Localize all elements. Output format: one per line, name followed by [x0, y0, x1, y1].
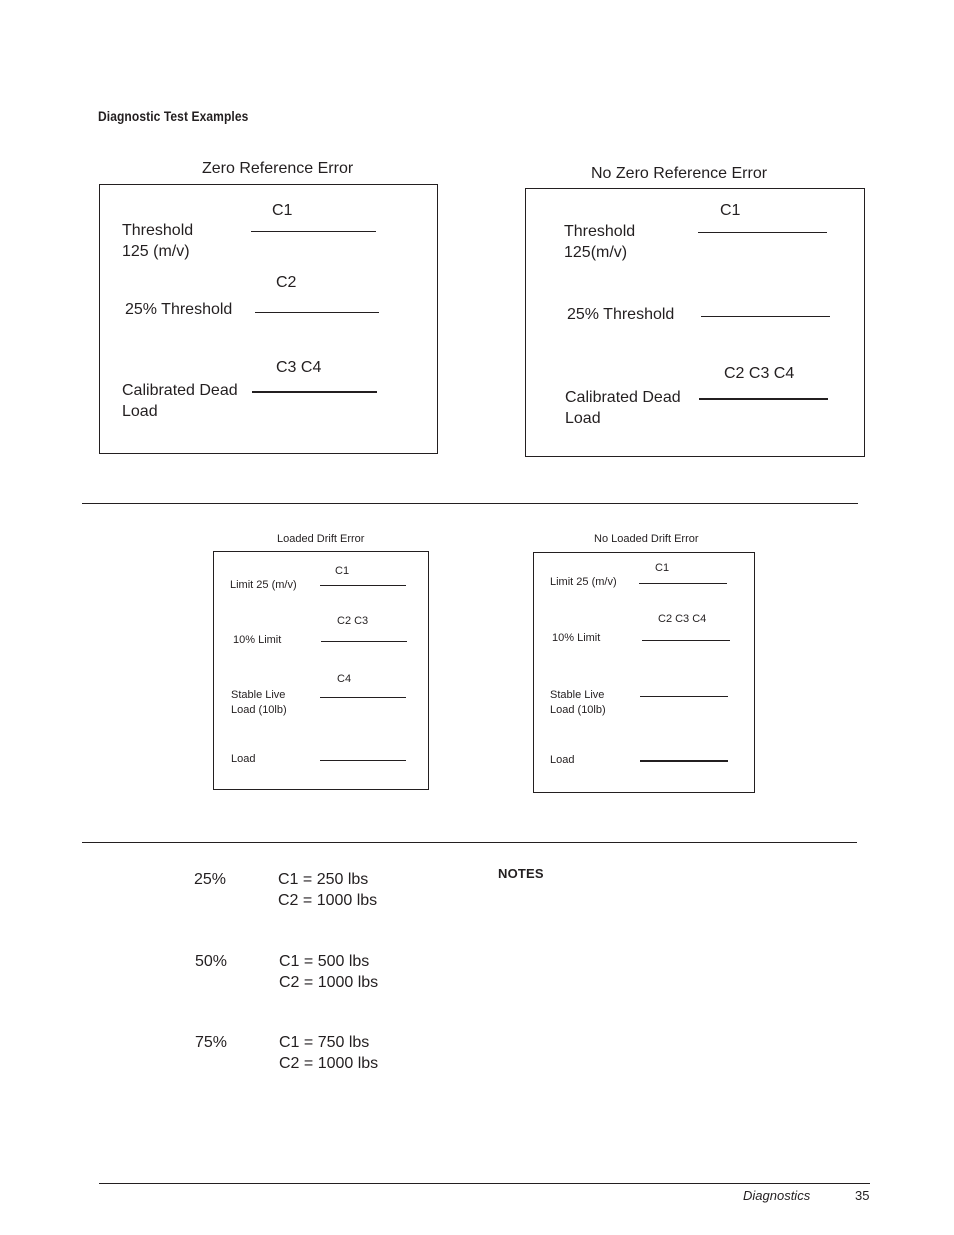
- loaded-drift-limit-line: [320, 585, 406, 586]
- calc-c2: C2 = 1000 lbs: [279, 1055, 379, 1072]
- calc-c2: C2 = 1000 lbs: [278, 892, 378, 909]
- zero-ref-threshold-label: Threshold 125 (m/v): [122, 222, 194, 260]
- zero-ref-cal-line: [252, 391, 377, 393]
- no-loaded-drift-limit-label: Limit 25 (m/v): [550, 576, 617, 588]
- no-loaded-drift-stable-line: [640, 696, 728, 697]
- no-loaded-drift-pct-line: [642, 640, 730, 641]
- no-zero-ref-pct-line: [701, 316, 830, 317]
- no-loaded-drift-load-line: [640, 760, 728, 762]
- loaded-drift-stable-label: Stable Live Load (10lb): [231, 689, 287, 716]
- loaded-drift-stable-line: [320, 697, 406, 698]
- no-zero-ref-threshold-line: [698, 232, 827, 233]
- no-zero-ref-pct-label: 25% Threshold: [567, 306, 675, 323]
- loaded-drift-pct-label: 10% Limit: [233, 634, 282, 646]
- zero-ref-c3c4: C3 C4: [276, 359, 322, 376]
- no-zero-ref-title: No Zero Reference Error: [591, 165, 768, 182]
- loaded-drift-load-label: Load: [231, 753, 256, 765]
- footer-rule: [99, 1183, 870, 1184]
- footer-section-label: Diagnostics: [743, 1188, 811, 1203]
- no-loaded-drift-pct-label: 10% Limit: [552, 632, 601, 644]
- no-zero-ref-threshold-label: Threshold 125(m/v): [564, 223, 636, 261]
- no-zero-ref-c2c3c4: C2 C3 C4: [724, 365, 795, 382]
- calc-percent: 25%: [194, 871, 227, 888]
- loaded-drift-pct-line: [321, 641, 407, 642]
- section-title: Diagnostic Test Examples: [98, 108, 249, 124]
- calc-c1: C1 = 250 lbs: [278, 871, 369, 888]
- loaded-drift-load-line: [320, 760, 406, 761]
- zero-ref-pct-label: 25% Threshold: [125, 301, 233, 318]
- zero-ref-pct-line: [255, 312, 379, 313]
- zero-ref-cal-label: Calibrated Dead Load: [122, 382, 238, 420]
- no-loaded-drift-c2c3c4: C2 C3 C4: [658, 613, 707, 625]
- no-loaded-drift-stable-label: Stable Live Load (10lb): [550, 689, 606, 716]
- no-zero-ref-cal-label: Calibrated Dead Load: [565, 389, 681, 427]
- no-zero-ref-cal-line: [699, 398, 828, 400]
- calc-percent: 50%: [195, 953, 228, 970]
- page-number: 35: [855, 1188, 870, 1203]
- loaded-drift-limit-label: Limit 25 (m/v): [230, 579, 297, 591]
- no-loaded-drift-title: No Loaded Drift Error: [594, 533, 699, 545]
- no-loaded-drift-limit-line: [639, 583, 727, 584]
- loaded-drift-c1: C1: [335, 565, 350, 577]
- zero-ref-title: Zero Reference Error: [202, 160, 354, 177]
- calc-c1: C1 = 750 lbs: [279, 1034, 370, 1051]
- calc-c1: C1 = 500 lbs: [279, 953, 370, 970]
- no-zero-ref-c1: C1: [720, 202, 741, 219]
- loaded-drift-c4: C4: [337, 673, 352, 685]
- section-divider: [82, 842, 857, 843]
- loaded-drift-c2c3: C2 C3: [337, 615, 369, 627]
- notes-heading: NOTES: [498, 866, 544, 881]
- zero-ref-c1: C1: [272, 202, 293, 219]
- no-loaded-drift-load-label: Load: [550, 754, 575, 766]
- section-divider: [82, 503, 858, 504]
- no-loaded-drift-c1: C1: [655, 562, 670, 574]
- zero-ref-c2: C2: [276, 274, 297, 291]
- loaded-drift-title: Loaded Drift Error: [277, 533, 365, 545]
- calc-percent: 75%: [195, 1034, 228, 1051]
- calc-c2: C2 = 1000 lbs: [279, 974, 379, 991]
- zero-ref-threshold-line: [251, 231, 376, 232]
